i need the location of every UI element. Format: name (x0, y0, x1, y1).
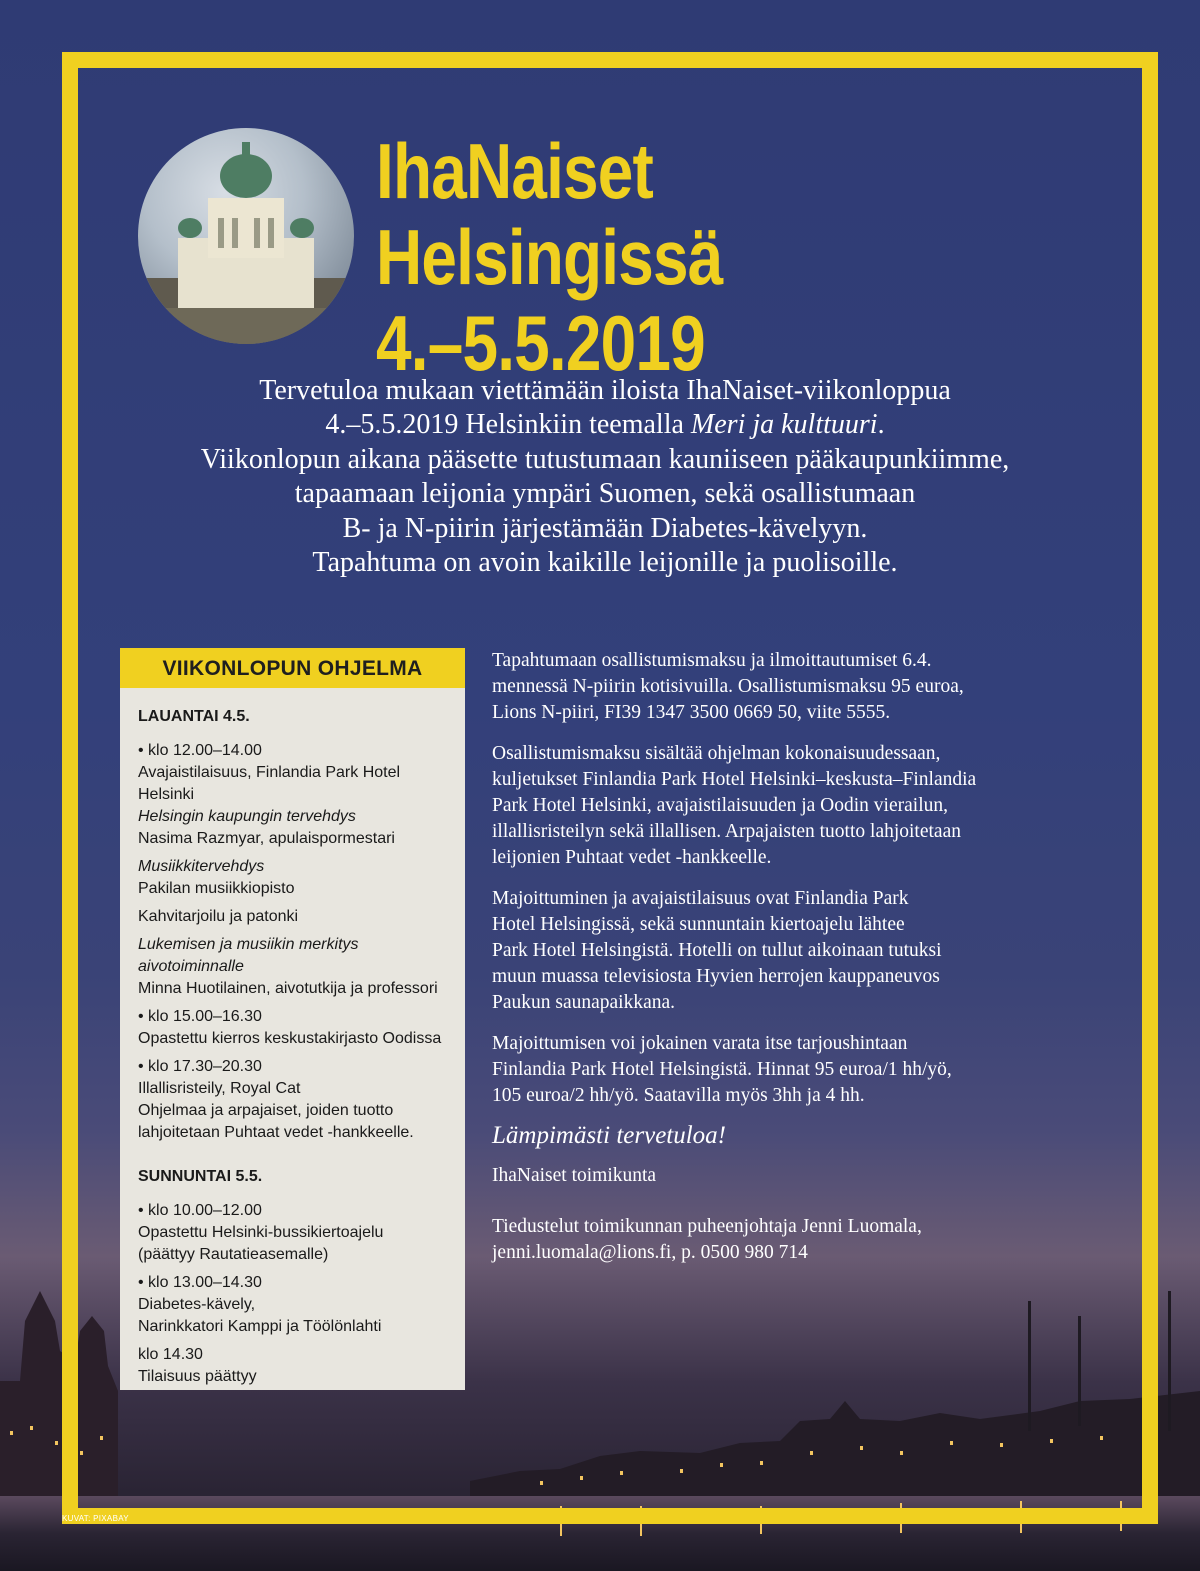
info-line: Park Hotel Helsingistä. Hotelli on tullut aikoinaan tutuksi (492, 940, 942, 962)
program-line: Tilaisuus päättyy (138, 1368, 257, 1385)
intro-line: Viikonlopun aikana pääsette tutustumaan kauniiseen pääkaupunkiimme, (200, 443, 1010, 475)
info-line: Finlandia Park Hotel Helsingistä. Hinnat 95 euroa/1 hh/yö, (492, 1058, 952, 1080)
program-line: Lukemisen ja musiikin merkitys (138, 936, 359, 953)
contact-info (492, 1214, 1092, 1266)
info-line: Majoittuminen ja avajaistilaisuus ovat Finlandia Park (492, 887, 909, 909)
time-slot: • klo 12.00–14.00 (138, 742, 262, 759)
intro-text (130, 374, 1080, 580)
program-line: Illallisristeily, Royal Cat (138, 1080, 301, 1097)
intro-line: Tapahtuma on avoin kaikille leijonille ja puolisoille. (312, 547, 898, 579)
intro-line: tapaamaan leijonia ympäri Suomen, sekä osallistumaan (294, 478, 916, 510)
intro-line-part: 4.–5.5.2019 Helsinkiin teemalla (325, 409, 691, 441)
program-line: Avajaistilaisuus, Finlandia Park Hotel Helsinki (138, 764, 401, 803)
info-line: 105 euroa/2 hh/yö. Saatavilla myös 3hh ja 4 hh. (492, 1085, 865, 1107)
contact-email-phone: jenni.luomala@lions.fi, p. 0500 980 714 (492, 1241, 808, 1263)
info-paragraph-accommodation (492, 886, 1092, 1017)
program-heading: VIIKONLOPUN OHJELMA (120, 648, 465, 688)
time-slot: • klo 15.00–16.30 (138, 1008, 262, 1025)
info-line: leijonien Puhtaat vedet -hankkeelle. (492, 847, 772, 869)
contact-line: Tiedustelut toimikunnan puheenjohtaja Jenni Luomala, (492, 1215, 922, 1237)
info-paragraph-includes (492, 741, 1092, 872)
greeting: Lämpimästi tervetuloa! (492, 1122, 727, 1150)
info-line: muun muassa televisiosta Hyvien herrojen kauppaneuvos (492, 966, 940, 988)
program-line: Pakilan musiikkiopisto (138, 880, 295, 897)
time-slot: • klo 10.00–12.00 (138, 1202, 262, 1219)
intro-line: B- ja N-piirin järjestämään Diabetes-kävelyyn. (342, 512, 868, 544)
program-line: Helsingin kaupungin tervehdys (138, 808, 356, 825)
day-heading-saturday: LAUANTAI 4.5. (138, 708, 250, 725)
signature: IhaNaiset toimikunta (492, 1165, 657, 1187)
intro-theme: Meri ja kulttuuri (690, 409, 878, 441)
info-line: Park Hotel Helsinki, avajaistilaisuuden ja Oodin vierailun, (492, 795, 948, 817)
page-title (376, 128, 983, 386)
program-line: Nasima Razmyar, apulaispormestari (138, 830, 395, 847)
time-slot: • klo 17.30–20.30 (138, 1058, 262, 1075)
program-line: aivotoiminnalle (138, 958, 244, 975)
program-line: lahjoitetaan Puhtaat vedet -hankkeelle. (138, 1124, 414, 1141)
program-line: Musiikkitervehdys (138, 858, 265, 875)
program-panel (120, 648, 465, 1390)
program-line: Diabetes-kävely, (138, 1296, 256, 1313)
photo-credit: KUVAT: PIXABAY (62, 1514, 129, 1523)
program-line: Opastettu kierros keskustakirjasto Oodissa (138, 1030, 442, 1047)
info-line: Hotel Helsingissä, sekä sunnuntain kiertoajelu lähtee (492, 913, 905, 935)
program-line: Opastettu Helsinki-bussikiertoajelu (138, 1224, 384, 1241)
info-line: Lions N-piiri, FI39 1347 3500 0669 50, viite 5555. (492, 702, 891, 724)
info-line: illallisristeilyn sekä illallisen. Arpajaisten tuotto lahjoitetaan (492, 821, 961, 843)
info-line: Paukun saunapaikkana. (492, 992, 676, 1014)
title-line-2: 4.–5.5.2019 (376, 299, 705, 387)
info-line: kuljetukset Finlandia Park Hotel Helsinki–keskusta–Finlandia (492, 768, 977, 790)
program-line: Minna Huotilainen, aivotutkija ja professori (138, 980, 438, 997)
program-line: Narinkkatori Kamppi ja Töölönlahti (138, 1318, 382, 1335)
info-paragraph-fee (492, 648, 1092, 727)
info-line: Majoittumisen voi jokainen varata itse tarjoushintaan (492, 1032, 908, 1054)
time-slot: • klo 13.00–14.30 (138, 1274, 262, 1291)
day-heading-sunday: SUNNUNTAI 5.5. (138, 1168, 263, 1185)
program-line: Ohjelmaa ja arpajaiset, joiden tuotto (138, 1102, 394, 1119)
intro-line-part: . (877, 409, 885, 441)
time-slot: klo 14.30 (138, 1346, 203, 1363)
program-line: Kahvitarjoilu ja patonki (138, 908, 299, 925)
cathedral-photo (138, 128, 354, 344)
intro-line (130, 408, 1080, 442)
info-line: mennessä N-piirin kotisivuilla. Osallistumismaksu 95 euroa, (492, 676, 964, 698)
title-line-1: IhaNaiset Helsingissä (376, 127, 723, 301)
info-line: Osallistumismaksu sisältää ohjelman kokonaisuudessaan, (492, 742, 941, 764)
program-body (120, 688, 465, 1388)
info-line: Tapahtumaan osallistumismaksu ja ilmoittautumiset 6.4. (492, 650, 932, 671)
intro-line: Tervetuloa mukaan viettämään iloista IhaNaiset-viikonloppua (259, 375, 951, 406)
info-column (492, 648, 1092, 1280)
program-line: (päättyy Rautatieasemalle) (138, 1246, 329, 1263)
info-paragraph-booking (492, 1031, 1092, 1110)
